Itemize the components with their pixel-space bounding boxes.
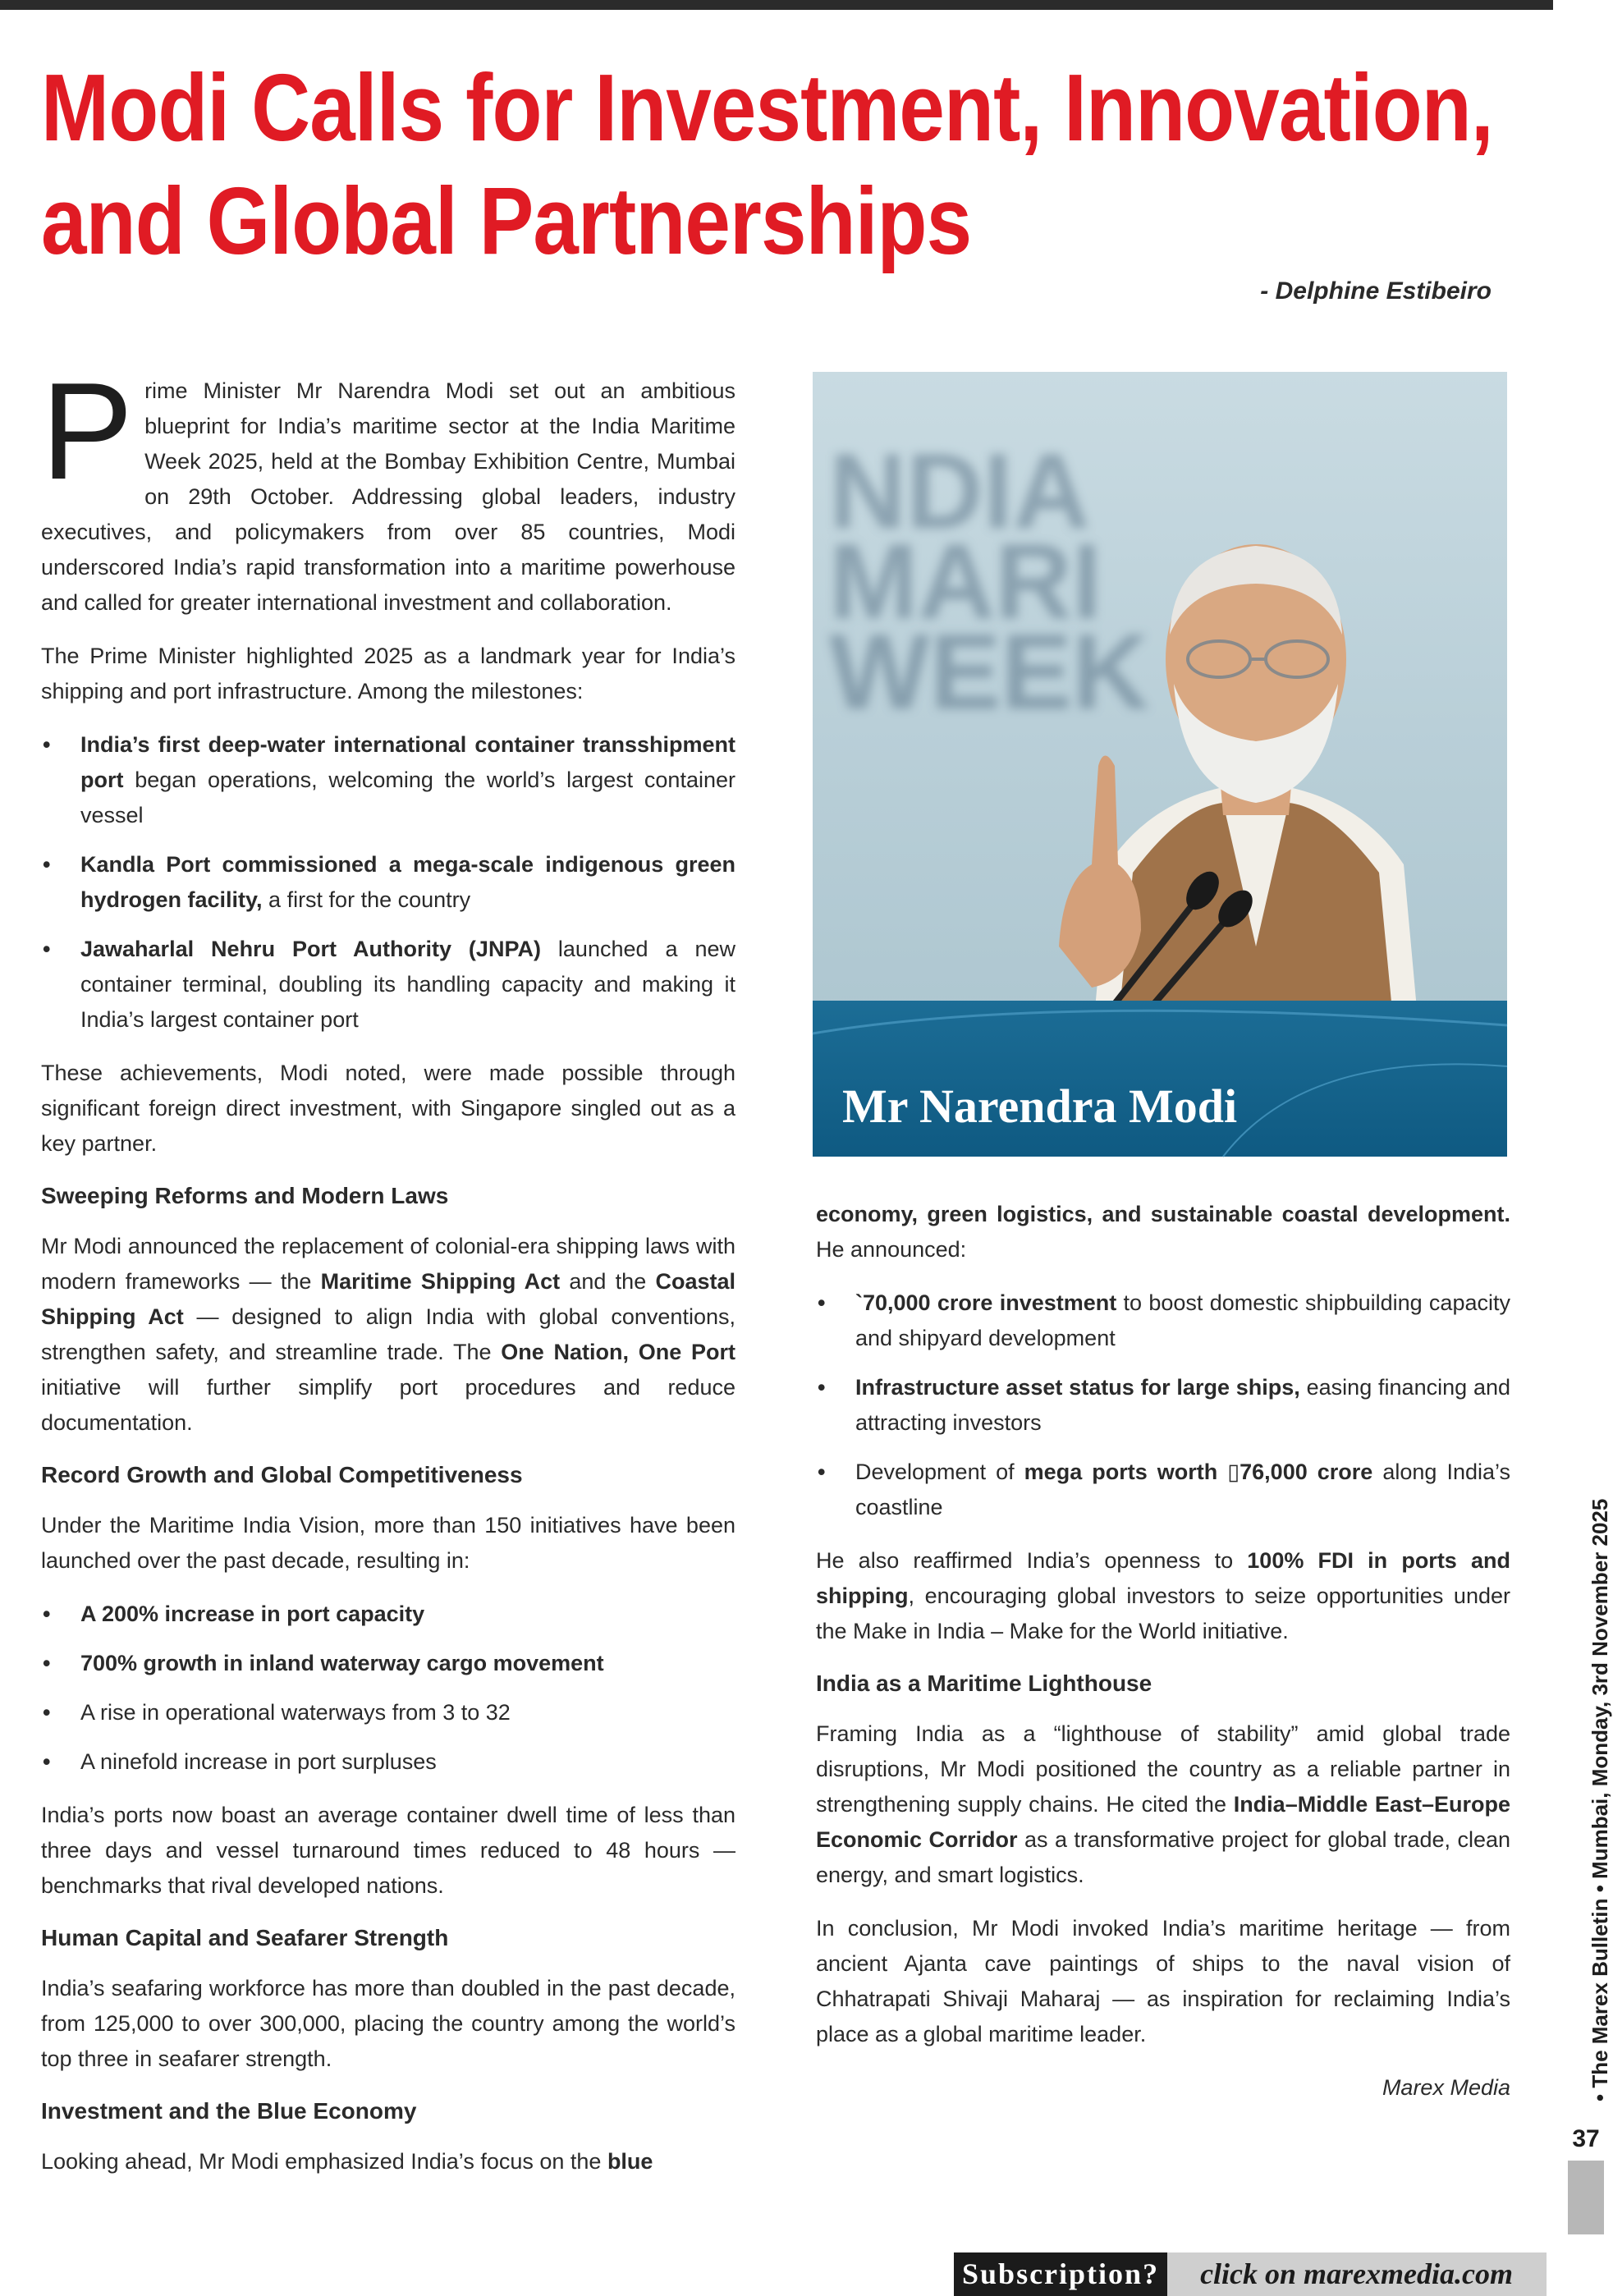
fdi-paragraph: He also reaffirmed India’s openness to 100% FDI in ports and shipping, encouraging global investors to seize opportunities under the Make in India – Make for the World initiative. (816, 1548, 1510, 1643)
page-number: 37 (1572, 2125, 1600, 2152)
heading-reforms: Sweeping Reforms and Modern Laws (41, 1183, 449, 1208)
ports-paragraph: India’s ports now boast an average container dwell time of less than three days and vessel turnaround times reduced to 48 hours — benchmarks that rival developed nations. (41, 1803, 735, 1898)
page-bar (1568, 2161, 1604, 2234)
heading-lighthouse: India as a Maritime Lighthouse (816, 1670, 1152, 1696)
human-capital-paragraph: India’s seafaring workforce has more than doubled in the past decade, from 125,000 to over 300,000, placing the country among the world’s top three in seafarer strength. (41, 1976, 735, 2071)
headline-line-1: Modi Calls for Investment, Innovation, (41, 54, 1493, 161)
list-item: • Kandla Port commissioned a mega-scale indigenous green hydrogen facility, a first for the country (41, 847, 735, 918)
intro-text: rime Minister Mr Narendra Modi set out an ambitious blueprint for India’s maritime sector at the India Maritime Week 2025, held at the Bombay Exhibition Centre, Mumbai on 29th October. Addressing global leaders, industry executives, and policymakers from over 85 countries, Modi underscored India’s rapid transformation into a maritime powerhouse and called for greater international investment and collaboration. (41, 378, 735, 615)
lighthouse-paragraph: Framing India as a “lighthouse of stability” amid global trade disruptions, Mr Modi positioned the country as a reliable partner in strengthening supply chains. He cited the India–Middle East–Europe Economic Corridor as a transformative project for global trade, clean energy, and smart logistics. (816, 1721, 1510, 1887)
heading-human-capital: Human Capital and Seafarer Strength (41, 1925, 449, 1950)
list-item: • Infrastructure asset status for large ships, easing financing and attracting investors (816, 1370, 1510, 1441)
milestones-intro: The Prime Minister highlighted 2025 as a landmark year for India’s shipping and port infrastructure. Among the milestones: (41, 644, 735, 703)
growth-list (41, 1597, 735, 1780)
photo-caption: Mr Narendra Modi (842, 1079, 1238, 1133)
footer-banner[interactable] (954, 2252, 1547, 2296)
reforms-paragraph: Mr Modi announced the replacement of colonial-era shipping laws with modern frameworks — the Maritime Shipping Act and the Coastal Shipping Act — designed to align India with global conventions, strengthen safety, and streamline trade. The One Nation, One Port initiative will further simplify port procedures and reduce documentation. (41, 1234, 736, 1435)
growth-intro: Under the Maritime India Vision, more than 150 initiatives have been launched over the past decade, resulting in: (41, 1513, 735, 1573)
modi-photo (813, 372, 1507, 1157)
blue-economy-continued: economy, green logistics, and sustainable coastal development. He announced: (816, 1202, 1510, 1262)
list-item: • A rise in operational waterways from 3 to 32 (41, 1695, 735, 1730)
heading-growth: Record Growth and Global Competitiveness (41, 1462, 523, 1487)
list-item: • A 200% increase in port capacity (41, 1597, 735, 1632)
list-item: • `70,000 crore investment to boost domestic shipbuilding capacity and shipyard development (816, 1285, 1510, 1356)
top-rule (0, 0, 1553, 10)
list-item: • Development of mega ports worth ▯76,000 crore along India’s coastline (816, 1455, 1510, 1525)
headline (41, 51, 1493, 277)
sidebar-publication-line: • The Marex Bulletin • Mumbai, Monday, 3rd November 2025 (1588, 1498, 1612, 2101)
list-item: • Jawaharlal Nehru Port Authority (JNPA) launched a new container terminal, doubling its handling capacity and making it India’s largest container port (41, 932, 735, 1038)
photo-backdrop-text: NDIA MARI WEEK (829, 431, 1149, 731)
byline: - Delphine Estibeiro (1260, 277, 1492, 305)
milestones-list (41, 727, 735, 1038)
drop-cap: P (41, 354, 134, 508)
speaker-figure (1059, 520, 1453, 1045)
heading-blue-economy: Investment and the Blue Economy (41, 2098, 417, 2124)
blue-economy-paragraph: Looking ahead, Mr Modi emphasized India’s focus on the blue (41, 2149, 653, 2174)
list-item: • A ninefold increase in port surpluses (41, 1744, 735, 1780)
achievements-paragraph: These achievements, Modi noted, were made possible through significant foreign direct investment, with Singapore singled out as a key partner. (41, 1061, 735, 1156)
list-item: • 700% growth in inland waterway cargo movement (41, 1646, 735, 1681)
right-column (816, 1197, 1510, 2106)
headline-line-2: and Global Partnerships (41, 167, 972, 274)
intro-paragraph (41, 354, 735, 621)
list-item: • India’s first deep-water international container transshipment port began operations, welcoming the world’s largest container vessel (41, 727, 735, 833)
subscription-label[interactable]: Subscription? (954, 2252, 1167, 2296)
signoff: Marex Media (1382, 2075, 1510, 2100)
left-column (41, 354, 736, 2197)
conclusion-paragraph: In conclusion, Mr Modi invoked India’s maritime heritage — from ancient Ajanta cave paintings of ships to the naval vision of Chhatrapati Shivaji Maharaj — as inspiration for reclaiming India’s place as a global maritime leader. (816, 1916, 1510, 2046)
announcements-list (816, 1285, 1510, 1525)
subscription-link[interactable]: click on marexmedia.com (1167, 2252, 1547, 2296)
